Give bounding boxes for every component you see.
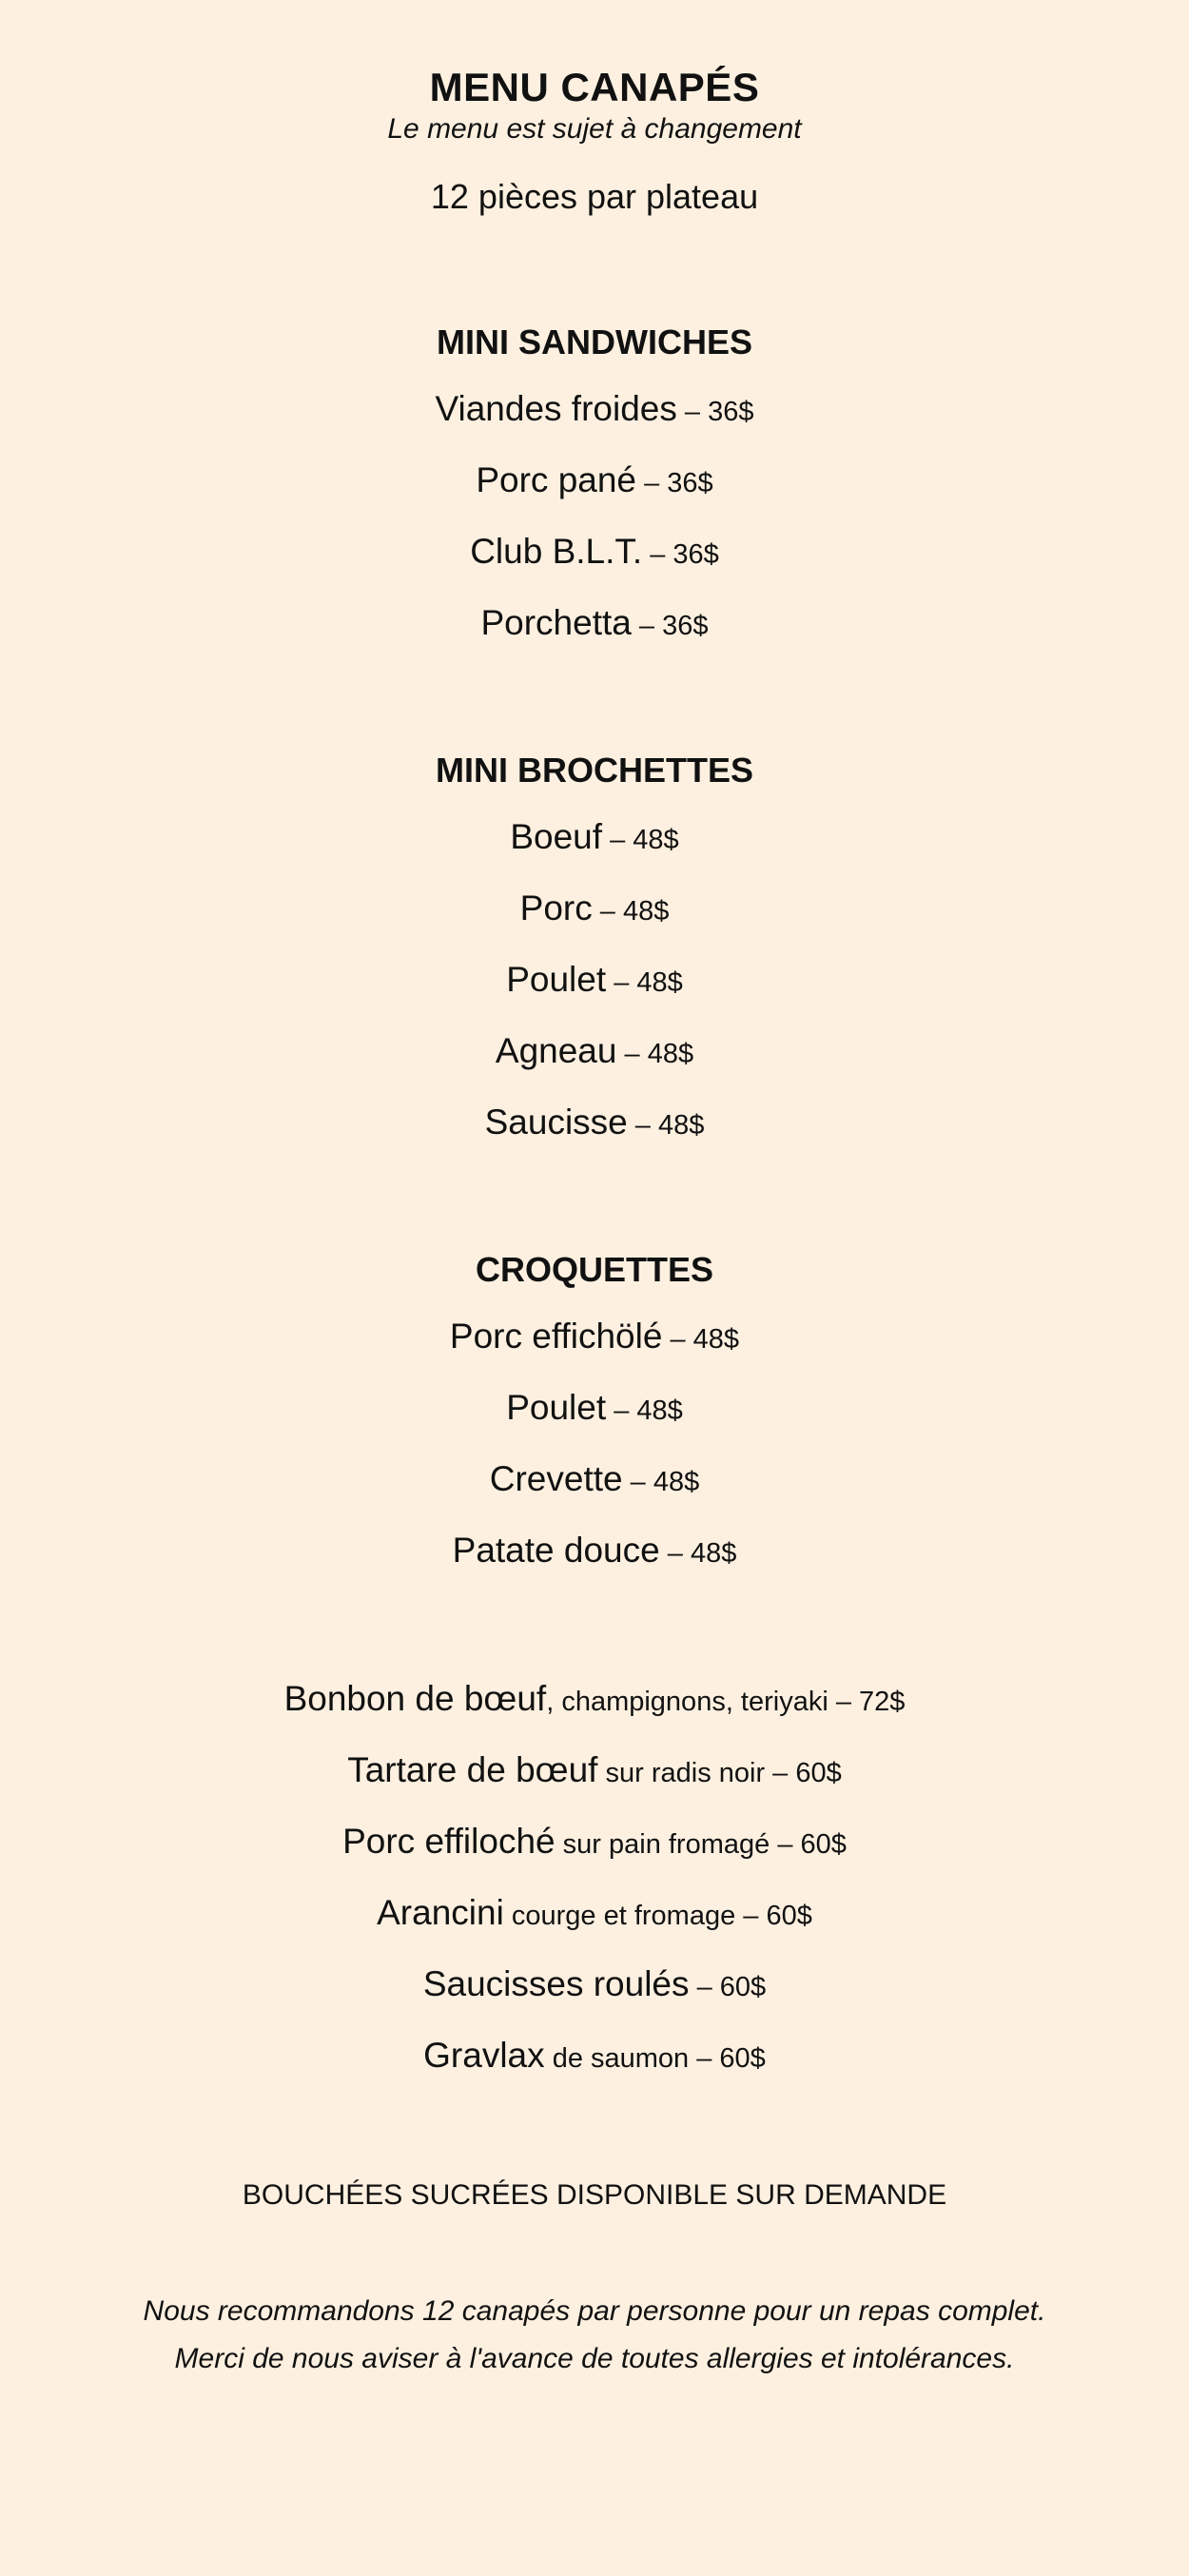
menu-item xyxy=(0,598,1189,670)
item-name: Saucisse xyxy=(484,1103,628,1142)
item-name: Poulet xyxy=(506,960,607,999)
item-detail: sur pain fromagé xyxy=(555,1829,770,1860)
section-title: MINI SANDWICHES xyxy=(437,322,752,361)
allergy-note: Merci de nous aviser à l'avance de toutes allergies et intolérances. xyxy=(174,2343,1015,2374)
item-name: Porc effichölé xyxy=(449,1317,663,1356)
section-specials xyxy=(0,1674,1189,2102)
item-name: Saucisses roulés xyxy=(422,1964,690,2003)
pieces-per-tray: 12 pièces par plateau xyxy=(430,177,759,216)
dessert-notice: BOUCHÉES SUCRÉES DISPONIBLE SUR DEMANDE xyxy=(242,2179,947,2211)
menu-item xyxy=(0,1746,1189,1817)
item-detail: , champignons, teriyaki xyxy=(546,1687,828,1717)
menu-item xyxy=(0,1383,1189,1454)
item-price: – 48$ xyxy=(627,1110,705,1141)
item-price: – 60$ xyxy=(735,1901,812,1931)
item-price: – 36$ xyxy=(676,397,754,427)
menu-subtitle: Le menu est sujet à changement xyxy=(387,113,802,145)
item-name: Boeuf xyxy=(510,817,603,856)
item-name: Bonbon de bœuf xyxy=(283,1679,547,1718)
item-price: – 36$ xyxy=(631,611,709,641)
item-name: Porc effiloché xyxy=(342,1822,556,1861)
item-name: Gravlax xyxy=(423,2036,545,2075)
item-name: Porc xyxy=(519,888,593,927)
item-price: – 48$ xyxy=(606,967,683,998)
menu-item xyxy=(0,812,1189,884)
item-detail: courge et fromage xyxy=(503,1901,736,1931)
section-mini-sandwiches xyxy=(0,320,1189,670)
item-name: Crevette xyxy=(489,1459,623,1498)
section-title: CROQUETTES xyxy=(475,1250,713,1289)
menu-item xyxy=(0,1888,1189,1960)
item-name: Viandes froides xyxy=(435,389,677,428)
item-price: – 60$ xyxy=(689,2043,766,2074)
item-price: – 48$ xyxy=(662,1324,740,1355)
item-detail: de saumon xyxy=(544,2043,690,2074)
item-price: – 48$ xyxy=(592,896,670,927)
footer-notes xyxy=(0,2288,1189,2383)
item-price: – 48$ xyxy=(622,1467,700,1497)
recommendation-note: Nous recommandons 12 canapés par personne pour un repas complet. xyxy=(143,2295,1046,2327)
item-name: Club B.L.T. xyxy=(470,532,643,571)
item-name: Patate douce xyxy=(452,1531,660,1570)
menu-item xyxy=(0,1674,1189,1746)
menu-item xyxy=(0,1098,1189,1169)
menu-item xyxy=(0,1960,1189,2031)
item-price: – 36$ xyxy=(636,468,713,498)
item-name: Tartare de bœuf xyxy=(347,1750,598,1789)
item-name: Agneau xyxy=(495,1031,617,1070)
section-title: MINI BROCHETTES xyxy=(435,751,753,790)
item-price: – 48$ xyxy=(616,1039,694,1069)
item-price: – 60$ xyxy=(765,1758,842,1788)
menu-item xyxy=(0,1526,1189,1597)
item-price: – 72$ xyxy=(828,1687,906,1717)
section-mini-brochettes xyxy=(0,748,1189,1169)
menu-item xyxy=(0,1026,1189,1098)
item-price: – 60$ xyxy=(770,1829,847,1860)
item-price: – 36$ xyxy=(642,539,719,570)
item-price: – 60$ xyxy=(689,1972,767,2002)
menu-item xyxy=(0,1817,1189,1888)
menu-title: MENU CANAPÉS xyxy=(429,65,760,109)
item-name: Porchetta xyxy=(480,603,632,642)
item-price: – 48$ xyxy=(606,1395,683,1426)
menu-item xyxy=(0,2031,1189,2102)
menu-item xyxy=(0,384,1189,456)
item-detail: sur radis noir xyxy=(597,1758,766,1788)
item-price: – 48$ xyxy=(602,825,679,855)
menu-item xyxy=(0,884,1189,955)
menu-item xyxy=(0,456,1189,527)
section-croquettes xyxy=(0,1247,1189,1597)
item-price: – 48$ xyxy=(659,1538,737,1569)
menu-item xyxy=(0,955,1189,1026)
item-name: Porc pané xyxy=(476,460,637,499)
menu-item xyxy=(0,1454,1189,1526)
item-name: Arancini xyxy=(377,1893,504,1932)
menu-item xyxy=(0,527,1189,598)
item-name: Poulet xyxy=(506,1388,607,1427)
menu-item xyxy=(0,1312,1189,1383)
